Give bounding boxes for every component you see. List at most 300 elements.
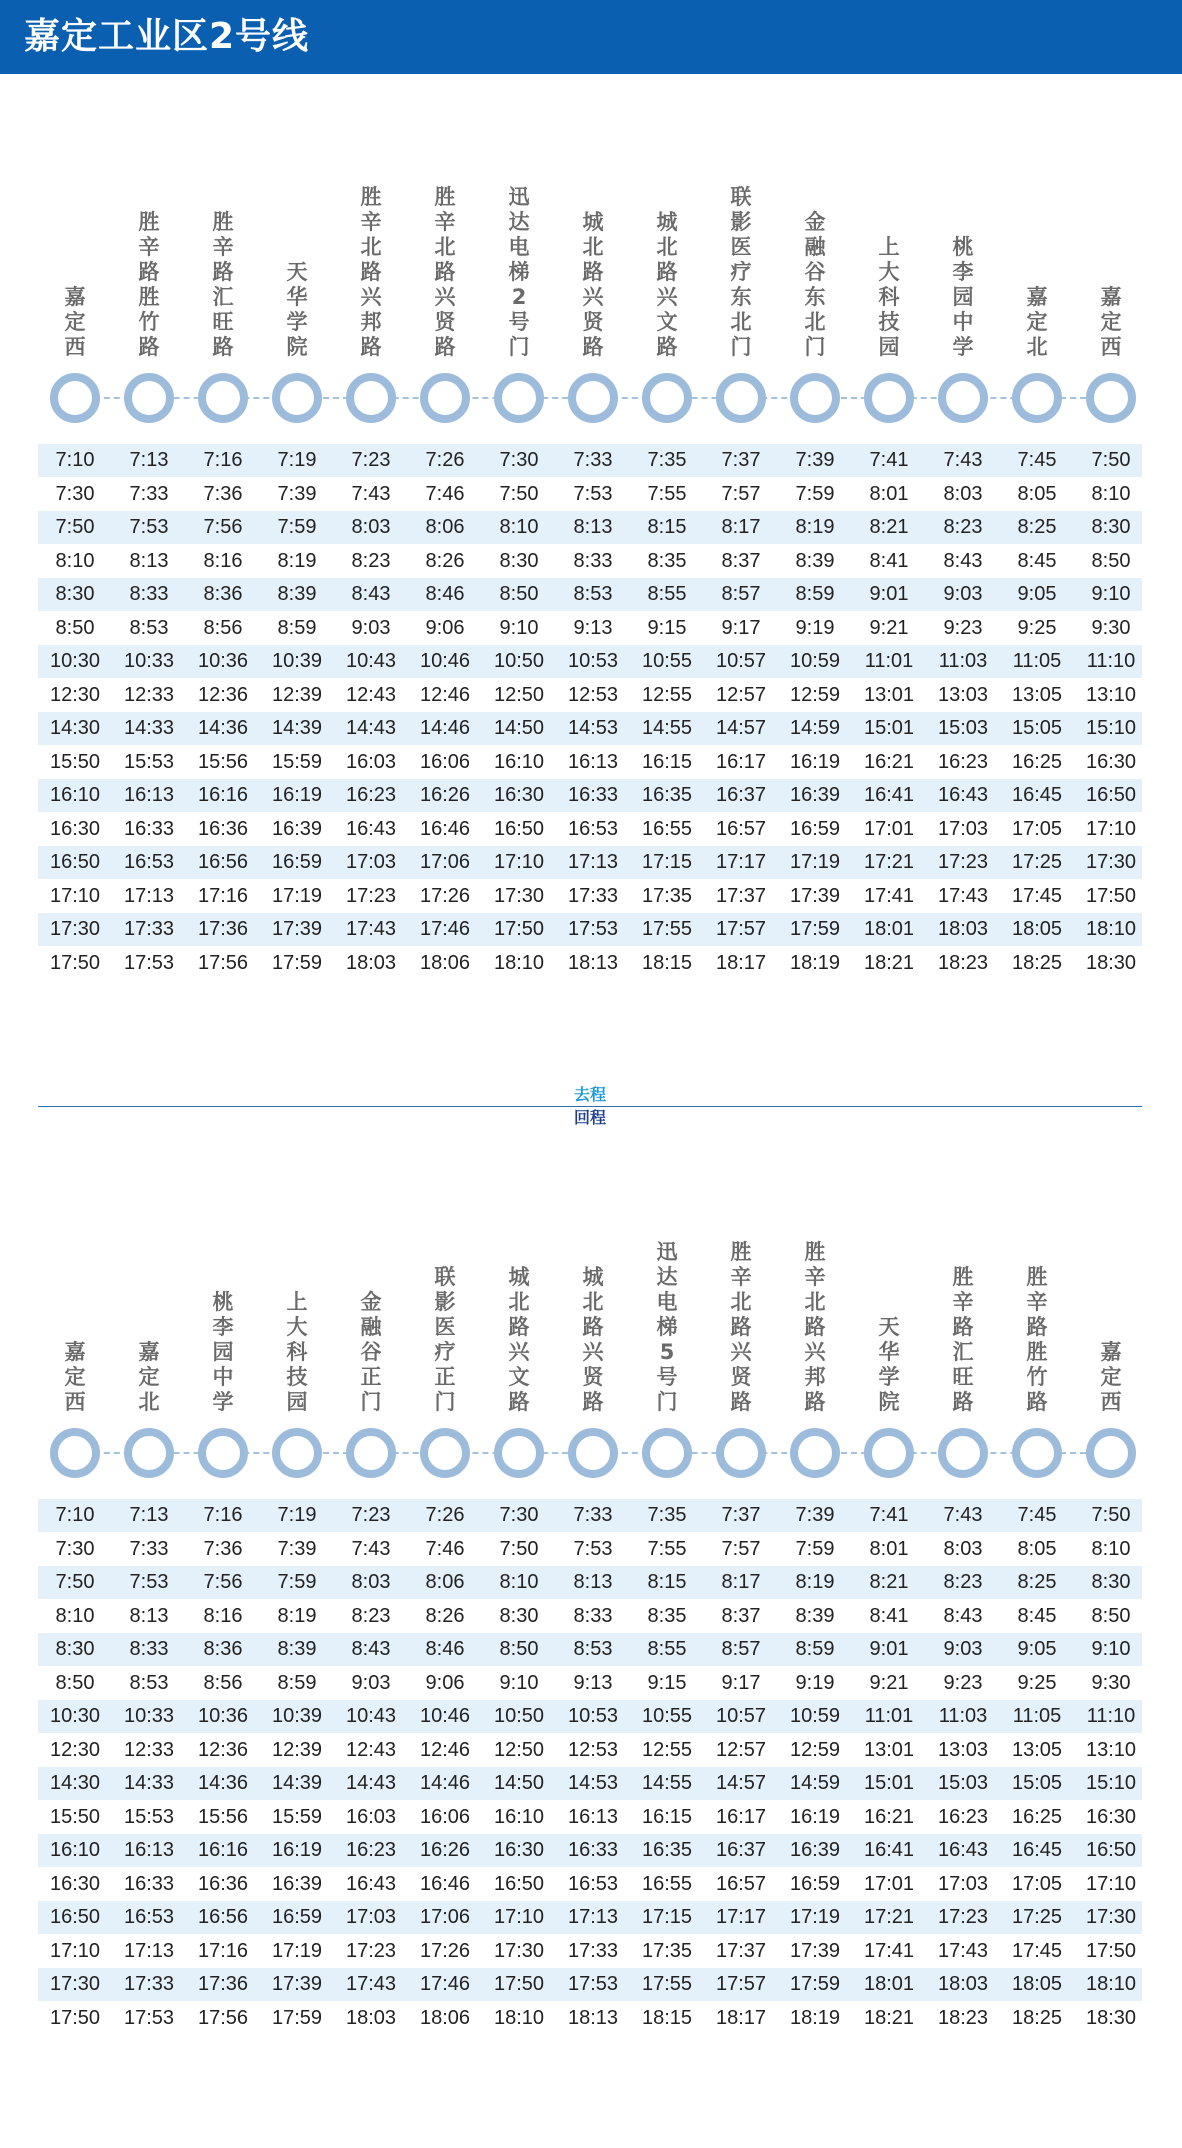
time-cell: 8:19 xyxy=(277,1604,317,1627)
time-cell: 17:50 xyxy=(493,1973,545,1995)
time-cell: 14:33 xyxy=(123,1772,175,1794)
time-cell: 18:10 xyxy=(1085,918,1137,940)
time-cell: 7:33 xyxy=(129,482,169,505)
time-cell: 9:06 xyxy=(425,616,465,639)
time-cell: 18:10 xyxy=(1085,1973,1137,1995)
time-cell: 16:39 xyxy=(789,1839,841,1861)
time-cell: 18:21 xyxy=(863,951,915,974)
time-cell: 12:36 xyxy=(197,1738,249,1761)
time-cell: 16:26 xyxy=(419,784,471,806)
time-cell: 8:36 xyxy=(203,1638,243,1660)
time-cell: 8:57 xyxy=(721,583,761,605)
time-cell: 16:33 xyxy=(123,817,175,840)
time-cell: 7:41 xyxy=(869,449,909,471)
time-cell: 14:36 xyxy=(197,1772,249,1794)
time-cell: 15:01 xyxy=(863,1772,915,1794)
time-cell: 18:01 xyxy=(863,1973,915,1995)
time-cell: 12:30 xyxy=(49,683,101,706)
time-cell: 10:55 xyxy=(641,1705,693,1727)
time-cell: 7:50 xyxy=(499,1537,539,1560)
time-cell: 7:56 xyxy=(203,1571,243,1593)
time-cell: 17:10 xyxy=(493,1906,545,1928)
page-title: 嘉定工业区2号线 xyxy=(24,16,310,57)
time-cell: 17:36 xyxy=(197,918,249,940)
time-cell: 7:39 xyxy=(277,1537,317,1560)
time-cell: 17:33 xyxy=(123,1973,175,1995)
time-cell: 16:16 xyxy=(197,1839,249,1861)
time-cell: 18:03 xyxy=(937,1973,989,1995)
time-cell: 14:53 xyxy=(567,1772,619,1794)
time-cell: 17:05 xyxy=(1011,817,1063,840)
time-cell: 8:50 xyxy=(1091,1604,1131,1627)
time-cell: 9:23 xyxy=(943,616,983,639)
time-cell: 11:10 xyxy=(1086,650,1136,672)
time-cell: 14:43 xyxy=(345,1772,397,1794)
time-cell: 8:33 xyxy=(129,583,169,605)
time-cell: 8:17 xyxy=(721,1571,761,1593)
time-cell: 8:39 xyxy=(795,1604,835,1627)
time-cell: 7:36 xyxy=(203,482,243,505)
time-cell: 17:30 xyxy=(493,1939,545,1962)
time-cell: 8:19 xyxy=(795,1571,835,1593)
time-cell: 17:25 xyxy=(1011,1906,1063,1928)
outbound-station-dot xyxy=(716,373,766,423)
time-cell: 8:59 xyxy=(277,616,317,639)
time-cell: 10:33 xyxy=(123,650,175,672)
time-cell: 17:30 xyxy=(1085,1906,1137,1928)
time-cell: 12:33 xyxy=(123,1738,175,1761)
time-cell: 8:55 xyxy=(647,1638,687,1660)
time-cell: 16:46 xyxy=(419,1872,471,1895)
time-cell: 16:53 xyxy=(567,817,619,840)
time-cell: 9:30 xyxy=(1091,616,1131,639)
time-cell: 16:33 xyxy=(123,1872,175,1895)
time-cell: 12:57 xyxy=(715,683,767,706)
outbound-station-dot xyxy=(494,373,544,423)
time-cell: 16:17 xyxy=(715,1805,767,1828)
time-cell: 16:25 xyxy=(1011,750,1063,773)
table-row xyxy=(38,2002,1142,2035)
time-cell: 17:37 xyxy=(715,1939,767,1962)
time-cell: 8:41 xyxy=(869,549,909,572)
time-cell: 8:39 xyxy=(277,1638,317,1660)
table-row xyxy=(38,1600,1142,1633)
time-cell: 17:30 xyxy=(49,918,101,940)
time-cell: 16:10 xyxy=(493,1805,545,1828)
time-cell: 12:50 xyxy=(493,1738,545,1761)
time-cell: 17:26 xyxy=(419,1939,471,1962)
outbound-station-names xyxy=(38,170,1142,360)
time-cell: 8:26 xyxy=(425,1604,465,1627)
time-cell: 9:21 xyxy=(869,1671,909,1694)
outbound-station-name: 联 影 医 疗 东 北 门 xyxy=(730,185,752,359)
time-cell: 14:39 xyxy=(271,717,323,739)
time-cell: 17:53 xyxy=(567,918,619,940)
time-cell: 15:53 xyxy=(123,1805,175,1828)
outbound-station-name: 天 华 学 院 xyxy=(286,260,308,359)
inbound-station-name: 胜 辛 路 汇 旺 路 xyxy=(952,1265,974,1414)
outbound-station-name: 胜 辛 路 胜 竹 路 xyxy=(138,210,160,359)
time-cell: 16:50 xyxy=(49,1906,101,1928)
table-row xyxy=(38,478,1142,511)
time-cell: 9:03 xyxy=(351,1671,391,1694)
time-cell: 16:39 xyxy=(789,784,841,806)
time-cell: 8:10 xyxy=(1091,482,1131,505)
table-row xyxy=(38,511,1142,544)
time-cell: 8:50 xyxy=(499,1638,539,1660)
time-cell: 8:03 xyxy=(351,516,391,538)
time-cell: 7:43 xyxy=(351,482,391,505)
time-cell: 8:26 xyxy=(425,549,465,572)
time-cell: 12:46 xyxy=(419,683,471,706)
time-cell: 8:23 xyxy=(943,516,983,538)
time-cell: 16:33 xyxy=(567,784,619,806)
time-cell: 7:43 xyxy=(943,449,983,471)
time-cell: 18:05 xyxy=(1011,1973,1063,1995)
time-cell: 18:19 xyxy=(789,951,841,974)
time-cell: 17:50 xyxy=(1085,884,1137,907)
outbound-station-name: 胜 辛 北 路 兴 邦 路 xyxy=(360,185,382,359)
time-cell: 16:35 xyxy=(641,784,693,806)
time-cell: 11:03 xyxy=(938,1705,988,1727)
time-cell: 16:50 xyxy=(49,851,101,873)
inbound-station-name: 嘉 定 西 xyxy=(1100,1340,1122,1414)
time-cell: 17:56 xyxy=(197,2006,249,2029)
time-cell: 11:01 xyxy=(864,1705,914,1727)
time-cell: 17:16 xyxy=(197,884,249,907)
inbound-station-dot xyxy=(790,1428,840,1478)
inbound-station-dot xyxy=(272,1428,322,1478)
time-cell: 17:30 xyxy=(49,1973,101,1995)
time-cell: 7:16 xyxy=(203,1504,243,1526)
time-cell: 7:50 xyxy=(55,516,95,538)
inbound-station-name: 金 融 谷 正 门 xyxy=(360,1290,382,1414)
table-row xyxy=(38,1801,1142,1834)
outbound-station-dot xyxy=(790,373,840,423)
outbound-station-dot xyxy=(864,373,914,423)
time-cell: 13:03 xyxy=(937,1738,989,1761)
time-cell: 8:33 xyxy=(129,1638,169,1660)
time-cell: 17:43 xyxy=(345,1973,397,1995)
time-cell: 8:23 xyxy=(943,1571,983,1593)
time-cell: 17:50 xyxy=(1085,1939,1137,1962)
time-cell: 16:59 xyxy=(271,851,323,873)
header-bar xyxy=(0,0,1182,74)
time-cell: 9:17 xyxy=(721,1671,761,1694)
time-cell: 17:53 xyxy=(123,951,175,974)
outbound-station-dot xyxy=(420,373,470,423)
time-cell: 17:59 xyxy=(271,951,323,974)
time-cell: 8:53 xyxy=(129,616,169,639)
time-cell: 17:01 xyxy=(863,817,915,840)
time-cell: 8:23 xyxy=(351,549,391,572)
time-cell: 16:30 xyxy=(493,784,545,806)
time-cell: 7:26 xyxy=(425,1504,465,1526)
time-cell: 17:59 xyxy=(789,918,841,940)
time-cell: 15:10 xyxy=(1085,1772,1137,1794)
time-cell: 12:46 xyxy=(419,1738,471,1761)
table-row xyxy=(38,779,1142,812)
time-cell: 15:10 xyxy=(1085,717,1137,739)
time-cell: 17:19 xyxy=(271,1939,323,1962)
time-cell: 16:43 xyxy=(937,1839,989,1861)
time-cell: 16:30 xyxy=(1085,750,1137,773)
time-cell: 12:59 xyxy=(789,683,841,706)
time-cell: 8:50 xyxy=(55,1671,95,1694)
time-cell: 17:57 xyxy=(715,918,767,940)
time-cell: 7:55 xyxy=(647,1537,687,1560)
outbound-station-name: 迅 达 电 梯 2 号 门 xyxy=(508,185,530,359)
outbound-station-name: 桃 李 园 中 学 xyxy=(952,235,974,359)
time-cell: 17:53 xyxy=(567,1973,619,1995)
time-cell: 18:06 xyxy=(419,2006,471,2029)
time-cell: 16:56 xyxy=(197,1906,249,1928)
time-cell: 16:19 xyxy=(271,784,323,806)
time-cell: 16:46 xyxy=(419,817,471,840)
inbound-route-line xyxy=(38,1425,1142,1481)
inbound-station-name: 胜 辛 北 路 兴 邦 路 xyxy=(804,1240,826,1414)
time-cell: 17:55 xyxy=(641,1973,693,1995)
time-cell: 16:37 xyxy=(715,784,767,806)
time-cell: 10:46 xyxy=(419,1705,471,1727)
time-cell: 16:30 xyxy=(49,817,101,840)
time-cell: 14:59 xyxy=(789,717,841,739)
time-cell: 17:10 xyxy=(1085,1872,1137,1895)
time-cell: 8:30 xyxy=(499,549,539,572)
time-cell: 16:56 xyxy=(197,851,249,873)
time-cell: 12:30 xyxy=(49,1738,101,1761)
time-cell: 14:46 xyxy=(419,1772,471,1794)
time-cell: 14:33 xyxy=(123,717,175,739)
table-row xyxy=(38,913,1142,946)
time-cell: 17:17 xyxy=(715,851,767,873)
time-cell: 8:33 xyxy=(573,1604,613,1627)
table-row xyxy=(38,1633,1142,1666)
time-cell: 16:55 xyxy=(641,817,693,840)
time-cell: 10:50 xyxy=(493,650,545,672)
time-cell: 8:37 xyxy=(721,549,761,572)
time-cell: 7:30 xyxy=(55,482,95,505)
time-cell: 8:01 xyxy=(869,1537,909,1560)
time-cell: 14:57 xyxy=(715,1772,767,1794)
time-cell: 16:16 xyxy=(197,784,249,806)
inbound-station-name: 胜 辛 路 胜 竹 路 xyxy=(1026,1265,1048,1414)
time-cell: 8:05 xyxy=(1017,1537,1057,1560)
time-cell: 7:13 xyxy=(129,1504,169,1526)
time-cell: 10:36 xyxy=(197,650,249,672)
time-cell: 17:45 xyxy=(1011,1939,1063,1962)
time-cell: 18:10 xyxy=(493,2006,545,2029)
inbound-label: 回程 xyxy=(573,1108,606,1127)
time-cell: 7:45 xyxy=(1017,449,1057,471)
time-cell: 10:39 xyxy=(271,650,323,672)
time-cell: 14:36 xyxy=(197,717,249,739)
time-cell: 16:03 xyxy=(345,1805,397,1828)
table-row xyxy=(38,645,1142,678)
inbound-station-dot xyxy=(346,1428,396,1478)
inbound-station-dot xyxy=(716,1428,766,1478)
time-cell: 17:01 xyxy=(863,1872,915,1895)
time-cell: 7:43 xyxy=(351,1537,391,1560)
time-cell: 12:53 xyxy=(567,683,619,706)
time-cell: 17:41 xyxy=(863,1939,915,1962)
time-cell: 14:30 xyxy=(49,717,101,739)
time-cell: 17:21 xyxy=(863,851,915,873)
inbound-station-dot xyxy=(1086,1428,1136,1478)
time-cell: 16:43 xyxy=(345,1872,397,1895)
time-cell: 8:30 xyxy=(1091,516,1131,538)
outbound-station-dot xyxy=(124,373,174,423)
table-row xyxy=(38,1968,1142,2001)
time-cell: 11:05 xyxy=(1012,650,1062,672)
time-cell: 9:03 xyxy=(943,583,983,605)
time-cell: 9:15 xyxy=(647,616,687,639)
time-cell: 16:19 xyxy=(789,1805,841,1828)
time-cell: 9:21 xyxy=(869,616,909,639)
time-cell: 7:35 xyxy=(647,1504,687,1526)
time-cell: 9:15 xyxy=(647,1671,687,1694)
inbound-station-dot xyxy=(50,1428,100,1478)
time-cell: 16:39 xyxy=(271,1872,323,1895)
inbound-station-name: 联 影 医 疗 正 门 xyxy=(434,1265,456,1414)
time-cell: 13:03 xyxy=(937,683,989,706)
outbound-station-dot xyxy=(198,373,248,423)
inbound-station-name: 胜 辛 北 路 兴 贤 路 xyxy=(730,1240,752,1414)
time-cell: 17:03 xyxy=(937,1872,989,1895)
time-cell: 17:50 xyxy=(493,918,545,940)
time-cell: 12:59 xyxy=(789,1738,841,1761)
inbound-station-dot xyxy=(642,1428,692,1478)
outbound-station-name: 胜 辛 北 路 兴 贤 路 xyxy=(434,185,456,359)
time-cell: 16:43 xyxy=(345,817,397,840)
time-cell: 12:57 xyxy=(715,1738,767,1761)
table-row xyxy=(38,444,1142,477)
time-cell: 17:16 xyxy=(197,1939,249,1962)
time-cell: 18:21 xyxy=(863,2006,915,2029)
inbound-station-dot xyxy=(938,1428,988,1478)
time-cell: 17:13 xyxy=(123,884,175,907)
time-cell: 17:06 xyxy=(419,1906,471,1928)
time-cell: 8:05 xyxy=(1017,482,1057,505)
time-cell: 10:57 xyxy=(715,1705,767,1727)
time-cell: 17:37 xyxy=(715,884,767,907)
time-cell: 12:53 xyxy=(567,1738,619,1761)
outbound-station-name: 城 北 路 兴 文 路 xyxy=(656,210,678,359)
time-cell: 16:30 xyxy=(1085,1805,1137,1828)
outbound-station-dot xyxy=(938,373,988,423)
time-cell: 17:59 xyxy=(789,1973,841,1995)
time-cell: 11:10 xyxy=(1086,1705,1136,1727)
time-cell: 8:30 xyxy=(499,1604,539,1627)
time-cell: 17:25 xyxy=(1011,851,1063,873)
outbound-station-dot xyxy=(1086,373,1136,423)
time-cell: 18:23 xyxy=(937,951,989,974)
time-cell: 15:03 xyxy=(937,1772,989,1794)
table-row xyxy=(38,1566,1142,1599)
time-cell: 17:19 xyxy=(789,851,841,873)
time-cell: 16:55 xyxy=(641,1872,693,1895)
table-row xyxy=(38,1533,1142,1566)
time-cell: 16:50 xyxy=(1085,784,1137,806)
time-cell: 12:43 xyxy=(345,1738,397,1761)
time-cell: 12:55 xyxy=(641,1738,693,1761)
time-cell: 8:30 xyxy=(55,583,95,605)
time-cell: 8:59 xyxy=(795,1638,835,1660)
time-cell: 17:23 xyxy=(937,851,989,873)
time-cell: 16:15 xyxy=(641,750,693,773)
time-cell: 14:50 xyxy=(493,717,545,739)
time-cell: 17:36 xyxy=(197,1973,249,1995)
table-row xyxy=(38,1734,1142,1767)
time-cell: 16:59 xyxy=(789,817,841,840)
time-cell: 9:05 xyxy=(1017,583,1057,605)
time-cell: 15:56 xyxy=(197,1805,249,1828)
table-row xyxy=(38,1935,1142,1968)
outbound-station-dot xyxy=(346,373,396,423)
time-cell: 16:19 xyxy=(789,750,841,773)
time-cell: 8:37 xyxy=(721,1604,761,1627)
time-cell: 8:43 xyxy=(351,1638,391,1660)
time-cell: 18:19 xyxy=(789,2006,841,2029)
time-cell: 9:25 xyxy=(1017,616,1057,639)
outbound-station-name: 嘉 定 北 xyxy=(1026,285,1048,359)
time-cell: 13:05 xyxy=(1011,1738,1063,1761)
time-cell: 8:56 xyxy=(203,1671,243,1694)
time-cell: 8:39 xyxy=(795,549,835,572)
time-cell: 16:53 xyxy=(123,851,175,873)
time-cell: 18:03 xyxy=(937,918,989,940)
time-cell: 17:03 xyxy=(937,817,989,840)
time-cell: 8:03 xyxy=(943,482,983,505)
time-cell: 18:01 xyxy=(863,918,915,940)
time-cell: 8:43 xyxy=(943,1604,983,1627)
inbound-station-name: 迅 达 电 梯 5 号 门 xyxy=(656,1240,678,1414)
time-cell: 16:25 xyxy=(1011,1805,1063,1828)
time-cell: 13:01 xyxy=(863,1738,915,1761)
time-cell: 16:10 xyxy=(49,1839,101,1861)
time-cell: 8:45 xyxy=(1017,1604,1057,1627)
time-cell: 8:43 xyxy=(351,583,391,605)
time-cell: 17:05 xyxy=(1011,1872,1063,1895)
time-cell: 7:46 xyxy=(425,482,465,505)
time-cell: 7:50 xyxy=(1091,1504,1131,1526)
time-cell: 16:41 xyxy=(863,1839,915,1861)
time-cell: 18:13 xyxy=(567,951,619,974)
time-cell: 16:10 xyxy=(493,750,545,773)
time-cell: 10:30 xyxy=(49,1705,101,1727)
time-cell: 18:03 xyxy=(345,2006,397,2029)
inbound-station-name: 城 北 路 兴 文 路 xyxy=(508,1265,530,1414)
time-cell: 8:16 xyxy=(203,1604,243,1627)
inbound-station-name: 嘉 定 西 xyxy=(64,1340,86,1414)
time-cell: 11:03 xyxy=(938,650,988,672)
time-cell: 12:33 xyxy=(123,683,175,706)
time-cell: 7:30 xyxy=(499,1504,539,1526)
time-cell: 14:30 xyxy=(49,1772,101,1794)
time-cell: 9:01 xyxy=(869,1638,909,1660)
time-cell: 7:39 xyxy=(277,482,317,505)
time-cell: 8:55 xyxy=(647,583,687,605)
table-row xyxy=(38,947,1142,980)
time-cell: 8:13 xyxy=(573,516,613,538)
time-cell: 14:53 xyxy=(567,717,619,739)
time-cell: 7:39 xyxy=(795,1504,835,1526)
time-cell: 17:13 xyxy=(123,1939,175,1962)
time-cell: 8:17 xyxy=(721,516,761,538)
time-cell: 16:53 xyxy=(567,1872,619,1895)
table-row xyxy=(38,679,1142,712)
time-cell: 9:25 xyxy=(1017,1671,1057,1694)
